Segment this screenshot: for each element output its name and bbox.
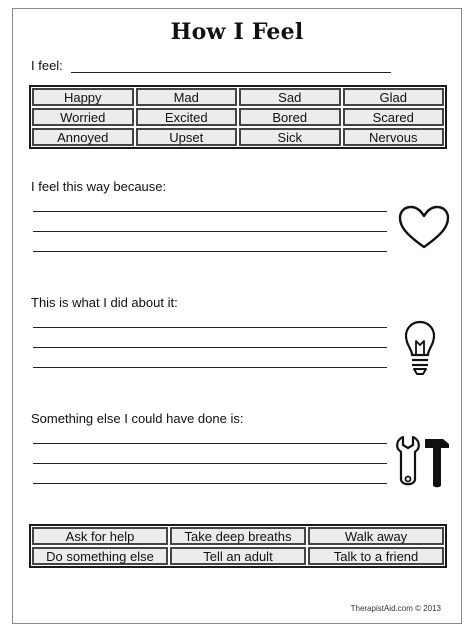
page-title: How I Feel	[170, 19, 304, 45]
action-cell[interactable]: Ask for help	[32, 527, 168, 545]
emotion-cell[interactable]: Scared	[343, 108, 445, 126]
coping-actions-grid	[29, 524, 447, 568]
emotion-cell[interactable]: Upset	[136, 128, 238, 146]
emotion-cell[interactable]: Bored	[239, 108, 341, 126]
emotion-cell[interactable]: Nervous	[343, 128, 445, 146]
section-could-have-done-label: Something else I could have done is:	[31, 411, 244, 426]
action-cell[interactable]: Talk to a friend	[308, 547, 444, 565]
emotion-cell[interactable]: Happy	[32, 88, 134, 106]
action-cell[interactable]: Tell an adult	[170, 547, 306, 565]
i-feel-answer-line[interactable]	[71, 72, 391, 73]
answer-line[interactable]	[33, 367, 387, 368]
answer-line[interactable]	[33, 211, 387, 212]
emotions-grid	[29, 85, 447, 149]
action-cell[interactable]: Walk away	[308, 527, 444, 545]
footer-credit: TherapistAid.com © 2013	[350, 604, 441, 613]
action-cell[interactable]: Do something else	[32, 547, 168, 565]
answer-line[interactable]	[33, 231, 387, 232]
worksheet-page	[12, 8, 462, 624]
emotion-cell[interactable]: Sick	[239, 128, 341, 146]
i-feel-label: I feel:	[31, 58, 63, 73]
section-because-label: I feel this way because:	[31, 179, 167, 194]
emotion-cell[interactable]: Sad	[239, 88, 341, 106]
emotion-cell[interactable]: Worried	[32, 108, 134, 126]
answer-line[interactable]	[33, 443, 387, 444]
answer-line[interactable]	[33, 347, 387, 348]
lightbulb-icon	[403, 319, 437, 379]
emotion-cell[interactable]: Mad	[136, 88, 238, 106]
answer-line[interactable]	[33, 251, 387, 252]
answer-line[interactable]	[33, 327, 387, 328]
emotion-cell[interactable]: Glad	[343, 88, 445, 106]
answer-line[interactable]	[33, 463, 387, 464]
tools-icon	[395, 433, 451, 491]
heart-icon	[397, 205, 451, 251]
emotion-cell[interactable]: Excited	[136, 108, 238, 126]
answer-line[interactable]	[33, 483, 387, 484]
action-cell[interactable]: Take deep breaths	[170, 527, 306, 545]
section-what-i-did-label: This is what I did about it:	[31, 295, 178, 310]
emotion-cell[interactable]: Annoyed	[32, 128, 134, 146]
i-feel-row	[31, 58, 391, 73]
